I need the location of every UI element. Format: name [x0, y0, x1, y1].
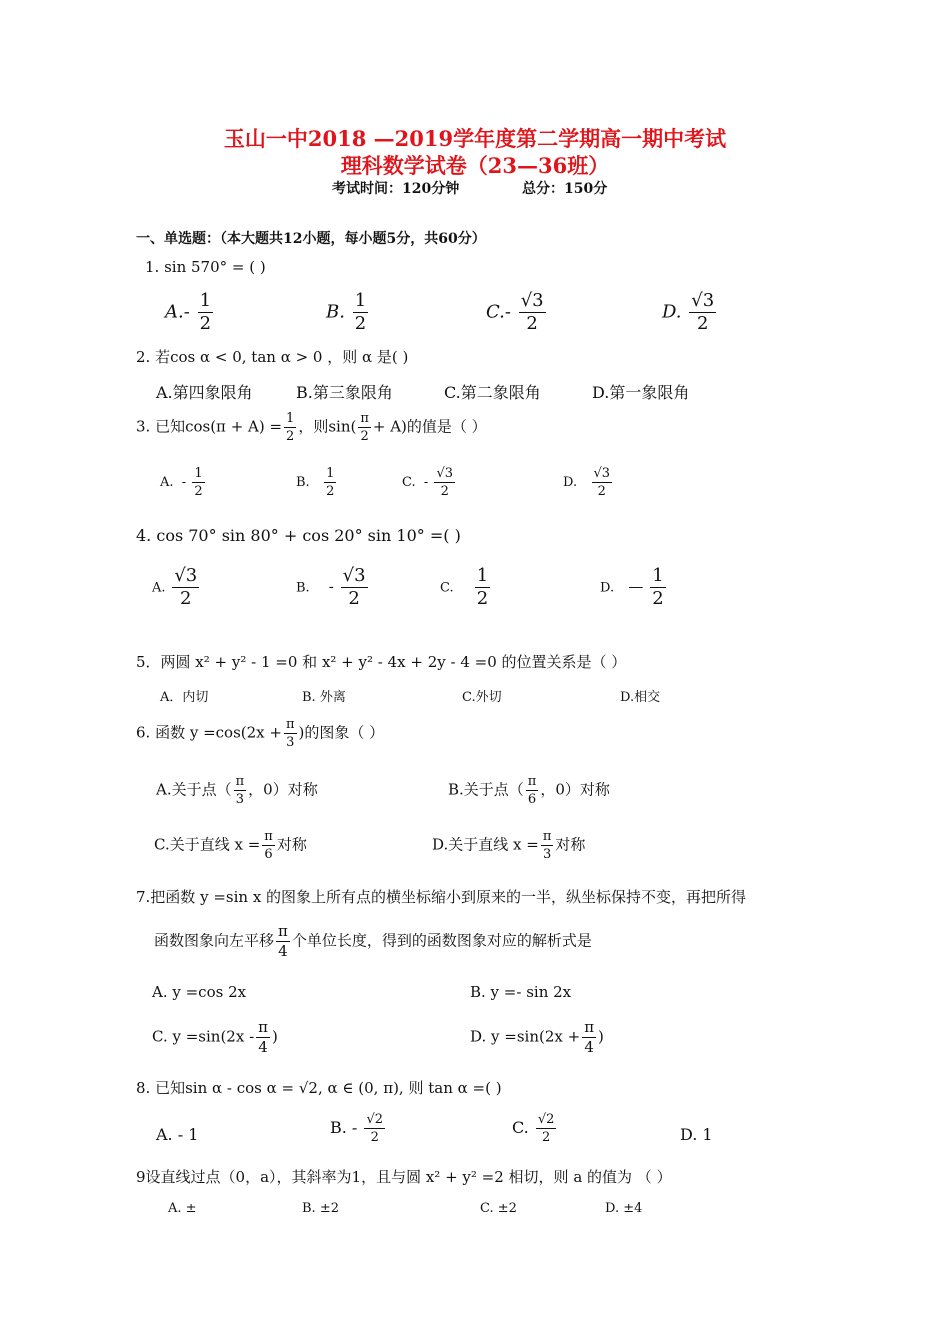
frac-den: 2 — [194, 484, 203, 499]
question-4-stem: 4. cos 70° sin 80° + cos 20° sin 10° =( ) — [136, 526, 461, 545]
option-label: D. — [563, 475, 578, 490]
frac-num: 1 — [194, 466, 203, 481]
frac-num: 1 — [286, 411, 295, 426]
option-label: C. — [440, 580, 454, 596]
frac-den: 2 — [348, 588, 360, 609]
option-label: A. — [152, 580, 166, 596]
frac-num: √3 — [520, 290, 544, 311]
question-1-option-d — [662, 292, 718, 333]
question-1-option-a — [165, 292, 215, 333]
option-part: 对称 — [276, 835, 307, 854]
question-3-option-b — [296, 467, 338, 498]
question-5-option-c: C.外切 — [462, 690, 502, 705]
frac-den: 2 — [326, 484, 335, 499]
stem-part: 函数图象向左平移 — [154, 931, 275, 950]
stem-part: + A)的值是（ ） — [372, 417, 487, 436]
option-label: A. — [160, 475, 174, 490]
question-8-option-c — [512, 1113, 558, 1144]
frac-den: 2 — [542, 1130, 551, 1145]
option-label: D. — [662, 301, 682, 323]
question-2-option-c: C.第二象限角 — [444, 383, 541, 402]
question-7-stem-line1: 7.把函数 y =sin x 的图象上所有点的横坐标缩小到原来的一半，纵坐标保持不变，再把所得 — [136, 888, 747, 906]
frac-den: 2 — [360, 429, 369, 444]
option-part: A.关于点（ — [156, 780, 232, 799]
frac-num: π — [527, 774, 537, 789]
frac-den: 2 — [476, 588, 489, 609]
frac-num: √2 — [537, 1112, 555, 1127]
question-2-option-d: D.第一象限角 — [592, 383, 690, 402]
question-6-stem — [136, 718, 384, 749]
frac-den: 6 — [527, 792, 537, 807]
question-3-stem — [136, 412, 487, 443]
question-8-option-d: D. 1 — [680, 1125, 713, 1144]
option-part: C. y =sin(2x - — [152, 1027, 255, 1046]
question-4-option-a — [152, 567, 201, 608]
frac-den: 2 — [180, 588, 192, 609]
question-7-option-c — [152, 1020, 278, 1055]
frac-den: 4 — [584, 1038, 594, 1056]
option-part: ) — [272, 1027, 278, 1046]
question-2-option-b: B.第三象限角 — [296, 383, 393, 402]
frac-num: √3 — [593, 466, 611, 481]
question-7-option-a: A. y =cos 2x — [152, 983, 247, 1001]
option-sign: - — [504, 301, 511, 323]
frac-num: π — [264, 829, 273, 844]
frac-num: π — [285, 717, 295, 732]
question-9-option-c: C. ±2 — [480, 1201, 517, 1216]
option-label: A. — [165, 301, 184, 323]
frac-den: 2 — [652, 588, 664, 609]
question-9-stem: 9设直线过点（0，a），其斜率为1，且与圆 x² + y² =2 相切，则 a 的值为 （ ） — [136, 1168, 672, 1186]
option-part: ，0）对称 — [540, 780, 610, 799]
option-part: D.关于直线 x = — [432, 835, 539, 854]
question-2-stem: 2. 若cos α < 0, tan α > 0 ，则 α 是( ) — [136, 348, 409, 366]
frac-den: 4 — [278, 942, 288, 960]
question-4-option-c — [440, 567, 492, 608]
frac-num: π — [584, 1018, 595, 1036]
question-8-option-b — [330, 1113, 387, 1144]
frac-den: 2 — [440, 484, 449, 499]
option-label: D. — [600, 580, 615, 596]
exam-title-line2: 理科数学试卷（23—36班） — [340, 153, 610, 178]
question-3-option-d — [563, 467, 614, 498]
question-6-option-d — [432, 830, 585, 861]
stem-part: ，则sin( — [298, 417, 357, 436]
question-5-option-d: D.相交 — [620, 690, 661, 705]
question-1-stem: 1. sin 570° = ( ) — [145, 258, 266, 276]
frac-den: 2 — [696, 313, 709, 334]
option-part: ，0）对称 — [248, 780, 318, 799]
option-label: B. — [296, 580, 310, 596]
option-part: ) — [598, 1027, 604, 1046]
question-6-option-c — [154, 830, 307, 861]
stem-part: 6. 函数 y =cos(2x + — [136, 723, 282, 742]
stem-part: 个单位长度，得到的函数图象对应的解析式是 — [291, 931, 592, 950]
frac-num: 1 — [354, 290, 367, 311]
question-4-option-b — [296, 567, 370, 608]
question-9-option-a: A. ± — [168, 1201, 197, 1216]
option-label: C. — [512, 1118, 529, 1137]
question-5-option-a: A．内切 — [160, 690, 209, 705]
frac-num: 1 — [199, 290, 212, 311]
question-2-option-a: A.第四象限角 — [156, 383, 253, 402]
question-6-option-a — [156, 775, 318, 806]
frac-den: 2 — [526, 313, 538, 334]
option-sign: — — [628, 577, 644, 596]
frac-num: π — [278, 922, 288, 940]
option-label: C. — [486, 301, 505, 323]
frac-den: 2 — [597, 484, 606, 499]
question-1-option-c — [486, 292, 548, 333]
exam-time: 考试时间：120分钟 — [332, 181, 460, 197]
frac-den: 2 — [370, 1130, 379, 1145]
frac-num: π — [542, 829, 552, 844]
question-7-stem-line2 — [154, 924, 592, 959]
frac-den: 4 — [258, 1038, 268, 1056]
frac-num: π — [258, 1018, 268, 1036]
option-label: B. - — [330, 1118, 358, 1137]
frac-den: 6 — [264, 847, 273, 862]
question-9-option-d: D. ±4 — [605, 1201, 643, 1216]
option-label: B. — [326, 301, 345, 323]
question-5-stem: 5．两圆 x² + y² - 1 =0 和 x² + y² - 4x + 2y - 4 =0 的位置关系是（ ） — [136, 653, 627, 671]
frac-num: √3 — [342, 565, 366, 586]
option-sign: - — [423, 475, 429, 490]
option-part: C.关于直线 x = — [154, 835, 261, 854]
question-8-stem: 8. 已知sin α - cos α = √2, α ∈ (0, π), 则 tan α =( ) — [136, 1079, 502, 1097]
frac-num: 1 — [476, 565, 489, 586]
question-7-option-d — [470, 1020, 604, 1055]
option-part: B.关于点（ — [448, 780, 524, 799]
total-score: 总分：150分 — [522, 181, 608, 197]
question-1-option-b — [326, 292, 370, 333]
option-label: C. — [402, 475, 416, 490]
frac-num: 1 — [326, 466, 335, 481]
option-sign: - — [183, 301, 190, 323]
option-label: B. — [296, 475, 310, 490]
frac-den: 2 — [354, 313, 367, 334]
option-sign: - — [328, 577, 334, 596]
frac-den: 2 — [199, 313, 212, 334]
question-3-option-c — [402, 467, 457, 498]
frac-den: 3 — [286, 735, 295, 750]
frac-num: √3 — [174, 565, 198, 586]
stem-part: 3. 已知cos(π + A) = — [136, 417, 283, 436]
frac-num: π — [235, 774, 245, 789]
frac-num: √3 — [691, 290, 715, 311]
exam-title-line1: 玉山一中2018 —2019学年度第二学期高一期中考试 — [223, 126, 727, 151]
question-4-option-d — [600, 567, 668, 608]
question-6-option-b — [448, 775, 610, 806]
section-heading: 一、单选题：（本大题共12小题，每小题5分，共60分） — [136, 231, 486, 247]
question-5-option-b: B. 外离 — [302, 690, 346, 705]
stem-part: )的图象（ ） — [298, 723, 385, 742]
question-7-option-b: B. y =- sin 2x — [470, 983, 572, 1001]
question-3-option-a — [160, 467, 207, 498]
option-part: 对称 — [555, 835, 586, 854]
frac-num: √2 — [366, 1112, 383, 1127]
question-8-option-a: A. - 1 — [156, 1125, 199, 1144]
frac-num: 1 — [652, 565, 664, 586]
frac-den: 3 — [542, 847, 552, 862]
option-part: D. y =sin(2x + — [470, 1027, 581, 1046]
frac-den: 2 — [286, 429, 295, 444]
frac-num: π — [360, 411, 369, 426]
frac-den: 3 — [235, 792, 245, 807]
frac-num: √3 — [436, 466, 453, 481]
option-sign: - — [181, 475, 187, 490]
question-9-option-b: B. ±2 — [302, 1201, 339, 1216]
